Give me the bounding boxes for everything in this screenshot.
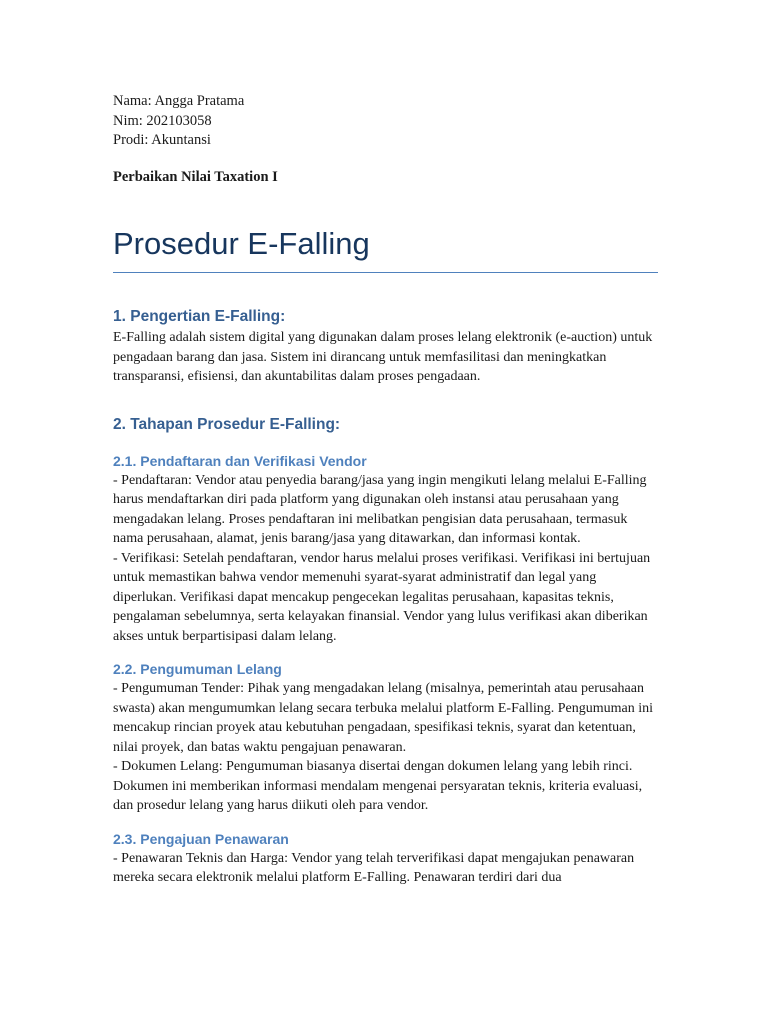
section-1-heading: 1. Pengertian E-Falling: xyxy=(113,308,286,325)
document-title: Prosedur E-Falling xyxy=(113,226,370,261)
student-nim: Nim: 202103058 xyxy=(113,112,212,129)
section-2-3-heading: 2.3. Pengajuan Penawaran xyxy=(113,830,289,847)
section-2-2-paragraph-2: - Dokumen Lelang: Pengumuman biasanya disertai dengan dokumen lelang yang lebih rinci. Dokumen ini memberikan informasi mendalam mengenai persyaratan teknis, kriteria evaluasi, dan prosedur lelang yang harus diikuti oleh para vendor. xyxy=(113,759,643,813)
section-2-1-paragraph-2: - Verifikasi: Setelah pendaftaran, vendor harus melalui proses verifikasi. Verifikasi ini bertujuan untuk memastikan bahwa vendor memenuhi syarat-syarat administratif dan legal yang diperlukan. Verifikasi dapat mencakup pengecekan legalitas perusahaan, kapasitas teknis, pengalaman sebelumnya, serta kelayakan finansial. Vendor yang lulus verifikasi akan diberikan akses untuk berpartisipasi dalam lelang. xyxy=(113,550,651,644)
section-2-2-heading: 2.2. Pengumuman Lelang xyxy=(113,661,282,677)
section-2-2-paragraph-1: - Pengumuman Tender: Pihak yang mengadakan lelang (misalnya, pemerintah atau perusahaan swasta) akan mengumumkan lelang secara terbuka melalui platform E-Falling. Pengumuman ini mencakup rincian proyek atau kebutuhan pengadaan, spesifikasi teknis, syarat dan ketentuan, nilai proyek, dan batas waktu pengajuan penawaran. xyxy=(113,681,654,755)
section-2-heading: 2. Tahapan Prosedur E-Falling: xyxy=(113,415,341,433)
section-2-3-paragraph-1: - Penawaran Teknis dan Harga: Vendor yang telah terverifikasi dapat mengajukan penawaran mereka secara elektronik melalui platform E-Falling. Penawaran terdiri dari dua xyxy=(113,850,635,885)
student-prodi: Prodi: Akuntansi xyxy=(113,132,211,148)
student-name: Nama: Angga Pratama xyxy=(113,93,245,109)
section-2-1-heading: 2.1. Pendaftaran dan Verifikasi Vendor xyxy=(113,452,367,469)
document-subtitle: Perbaikan Nilai Taxation I xyxy=(113,168,278,185)
section-1-body: E-Falling adalah sistem digital yang digunakan dalam proses lelang elektronik (e-auction) untuk pengadaan barang dan jasa. Sistem ini dirancang untuk memfasilitasi dan meningkatkan transparansi, efisiensi, dan akuntabilitas dalam proses pengadaan. xyxy=(113,330,653,384)
section-2-1-paragraph-1: - Pendaftaran: Vendor atau penyedia barang/jasa yang ingin mengikuti lelang melalui E-Falling harus mendaftarkan diri pada platform yang digunakan oleh instansi atau perusahaan yang mengadakan lelang. Proses pendaftaran ini melibatkan pengisian data perusahaan, termasuk nama perusahaan, alamat, jenis barang/jasa yang ditawarkan, dan informasi kontak. xyxy=(113,472,647,546)
title-underline xyxy=(113,272,658,273)
